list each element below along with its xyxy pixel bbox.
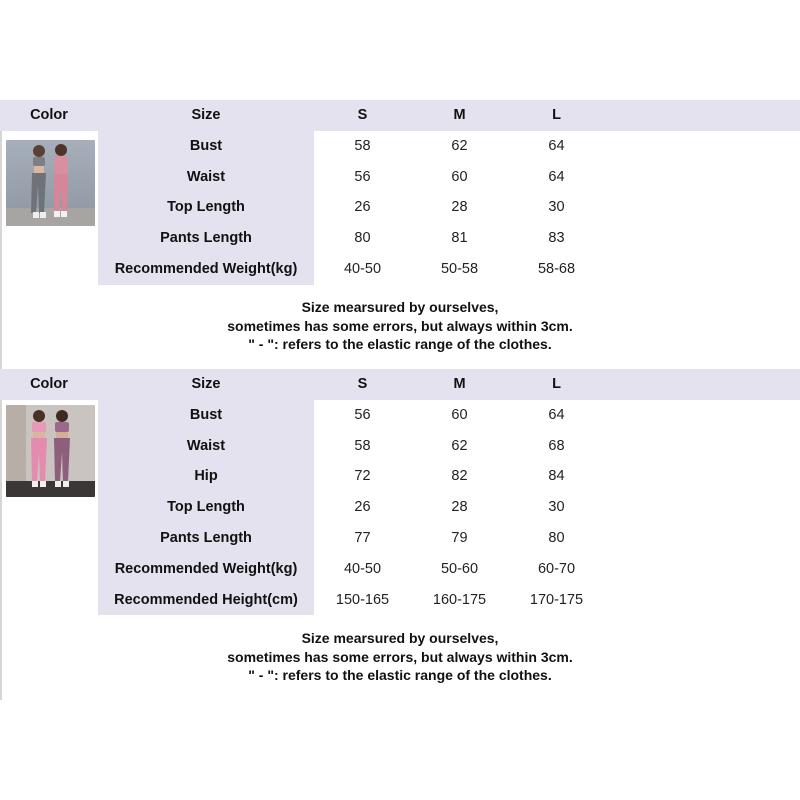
value-s: 72 [354,468,371,485]
table-row [0,492,800,523]
value-m: 60 [451,406,468,423]
row-label: Top Length [98,492,314,523]
table-row [0,554,800,585]
value-m: 62 [451,437,468,454]
note-line: Size mearsured by ourselves, [301,299,499,315]
value-m: 62 [451,137,468,154]
table-row [0,223,800,254]
table-row [0,192,800,223]
note-line: " - ": refers to the elastic range of the clothes. [248,667,552,684]
value-l: 64 [548,137,565,154]
value-l: 58-68 [537,260,576,277]
table-header-row [0,369,800,400]
header-m: M [411,369,508,400]
value-m: 28 [451,199,468,216]
value-s: 56 [354,168,371,185]
header-color: Color [0,100,98,131]
note-line: " - ": refers to the elastic range of the clothes. [248,336,552,353]
value-m: 160-175 [432,591,487,608]
product-photo [6,405,95,497]
value-l: 60-70 [537,560,576,577]
row-label: Waist [98,162,314,193]
header-l: L [508,100,605,131]
value-l: 170-175 [529,591,584,608]
header-s: S [314,100,411,131]
measurement-notes [0,629,800,685]
value-s: 58 [354,437,371,454]
size-chart-2 [0,369,800,615]
header-color: Color [0,369,98,400]
note-line: sometimes has some errors, but always within 3cm. [227,648,573,665]
table-row [0,254,800,285]
row-label: Waist [98,431,314,462]
row-label: Recommended Weight(kg) [98,254,314,285]
note-line: sometimes has some errors, but always within 3cm. [227,317,573,334]
row-label: Bust [98,131,314,162]
value-s: 150-165 [335,591,390,608]
value-s: 80 [354,230,371,247]
value-m: 79 [451,529,468,546]
size-chart-1 [0,100,800,285]
product-photo [6,140,95,226]
value-l: 83 [548,230,565,247]
row-label: Pants Length [98,523,314,554]
table-row [0,523,800,554]
value-s: 26 [354,199,371,216]
value-s: 77 [354,529,371,546]
value-m: 28 [451,499,468,516]
header-m: M [411,100,508,131]
row-label: Hip [98,461,314,492]
row-label: Recommended Weight(kg) [98,554,314,585]
measurement-notes [0,298,800,354]
header-size: Size [98,100,314,131]
value-m: 82 [451,468,468,485]
header-filler [605,369,800,400]
table-row [0,162,800,193]
header-s: S [314,369,411,400]
table-row [0,585,800,616]
row-label: Recommended Height(cm) [98,585,314,616]
value-m: 50-58 [440,260,479,277]
header-filler [605,100,800,131]
value-s: 58 [354,137,371,154]
value-m: 60 [451,168,468,185]
value-l: 30 [548,199,565,216]
value-l: 84 [548,468,565,485]
value-m: 81 [451,230,468,247]
value-s: 40-50 [343,260,382,277]
table-row [0,431,800,462]
row-label: Bust [98,400,314,431]
table-row [0,400,800,431]
row-label: Pants Length [98,223,314,254]
value-l: 68 [548,437,565,454]
table-header-row [0,100,800,131]
value-s: 26 [354,499,371,516]
row-label: Top Length [98,192,314,223]
note-line: Size mearsured by ourselves, [301,630,499,646]
table-row [0,461,800,492]
value-m: 50-60 [440,560,479,577]
value-l: 80 [548,529,565,546]
value-l: 30 [548,499,565,516]
value-s: 40-50 [343,560,382,577]
table-row [0,131,800,162]
value-l: 64 [548,406,565,423]
header-l: L [508,369,605,400]
value-s: 56 [354,406,371,423]
value-l: 64 [548,168,565,185]
header-size: Size [98,369,314,400]
